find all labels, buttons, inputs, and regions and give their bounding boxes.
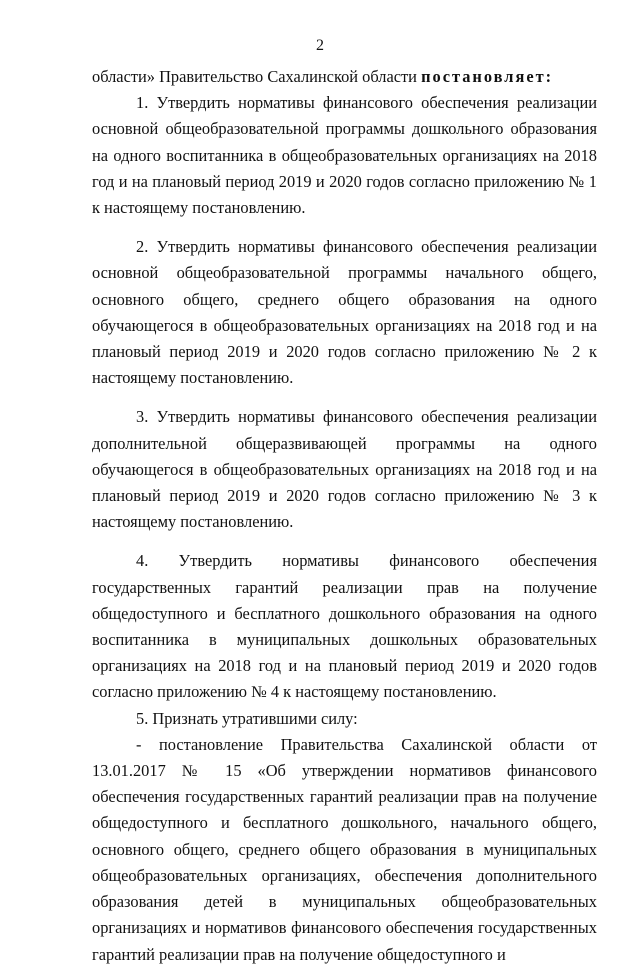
item-2-paragraph: 2. Утвердить нормативы финансового обеспечения реализации основной общеобразовательной программы начального общего, основного общего, среднего общего образования на одного обучающегося в общеобразовательных организациях на 2018 год и на плановый период 2019 и 2020 годов согласно приложению № 2 к настоящему постановлению. (92, 237, 597, 388)
repealed-act-paragraph: - постановление Правительства Сахалинской области от 13.01.2017 № 15 «Об утверждении нормативов финансового обеспечения государственных гарантий реализации прав на получение общедоступного и бесплатного дошкольного, начального общего, основного общего, среднего общего образования в муниципальных общеобразовательных организациях, обеспечения дополнительного образования детей в муниципальных общеобразовательных организациях и нормативов финансового обеспечения государственных гарантий реализации прав на получение общедоступного и (92, 734, 597, 964)
intro-bold-verb: постановляет: (421, 67, 554, 86)
item-4-paragraph: 4. Утвердить нормативы финансового обеспечения государственных гарантий реализации прав на получение общедоступного и бесплатного дошкольного образования на одного воспитанника в муниципальных дошкольных образовательных организациях на 2018 год и на плановый период 2019 и 2020 годов согласно приложению № 4 к настоящему постановлению. (92, 551, 597, 702)
intro-text: области» Правительство Сахалинской области (92, 67, 417, 86)
item-3-paragraph: 3. Утвердить нормативы финансового обеспечения реализации дополнительной общеразвивающей программы на одного обучающегося в общеобразовательных организациях на 2018 год и на плановый период 2019 и 2020 годов согласно приложению № 3 к настоящему постановлению. (92, 407, 597, 532)
document-body (92, 64, 597, 968)
item-5-paragraph: 5. Признать утратившими силу: (136, 708, 358, 728)
item-1-paragraph: 1. Утвердить нормативы финансового обеспечения реализации основной общеобразовательной программы дошкольного образования на одного воспитанника в общеобразовательных организациях на 2018 год и на плановый период 2019 и 2020 годов согласно приложению № 1 к настоящему постановлению. (92, 93, 597, 218)
intro-paragraph (92, 64, 597, 90)
page-number: 2 (316, 37, 324, 54)
